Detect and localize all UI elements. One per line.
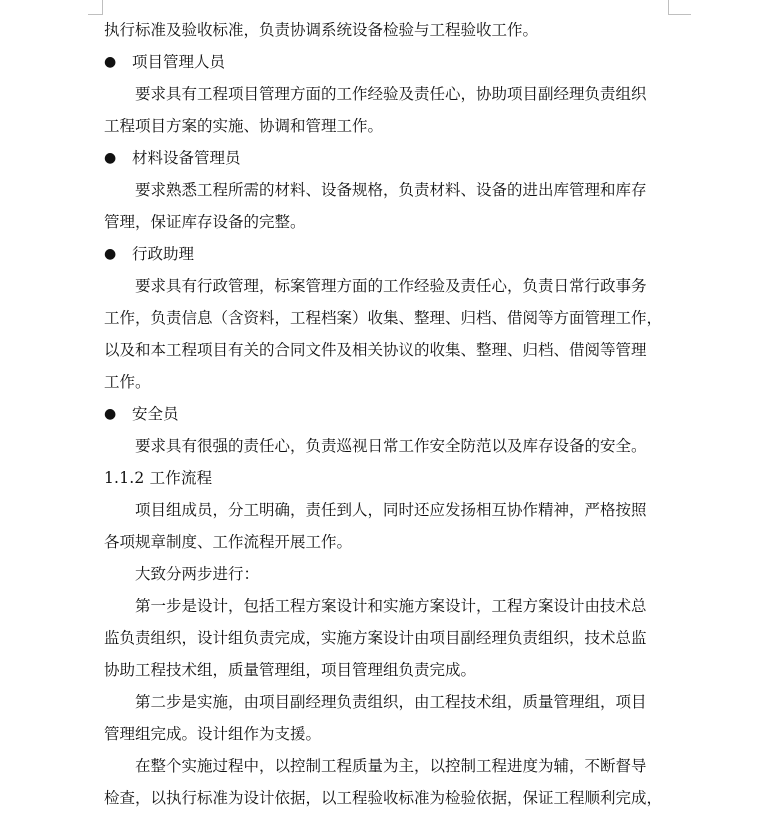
paragraph-line: 工作。: [104, 373, 151, 391]
paragraph-line: 协助工程技术组，质量管理组，项目管理组负责完成。: [104, 661, 477, 679]
paragraph-line: 以及和本工程项目有关的合同文件及相关协议的收集、整理、归档、借阅等管理: [104, 341, 647, 359]
paragraph-line: 工作，负责信息（含资料，工程档案）收集、整理、归档、借阅等方面管理工作，: [104, 309, 663, 327]
bullet-icon: ●: [104, 54, 117, 70]
paragraph-line: 要求具有行政管理，标案管理方面的工作经验及责任心，负责日常行政事务: [135, 277, 647, 295]
document-page: [104, 14, 670, 814]
bullet-icon: ●: [104, 406, 117, 422]
bullet-icon: ●: [104, 246, 117, 262]
bullet-text: 项目管理人员: [132, 53, 226, 71]
paragraph-line: 要求熟悉工程所需的材料、设备规格，负责材料、设备的进出库管理和库存: [135, 181, 647, 199]
paragraph-line: 要求具有工程项目管理方面的工作经验及责任心，协助项目副经理负责组织: [135, 85, 647, 103]
paragraph-line: 大致分两步进行：: [135, 565, 260, 583]
crop-mark-top-right: [668, 0, 691, 15]
paragraph-line: 执行标准及验收标准，负责协调系统设备检验与工程验收工作。: [104, 21, 539, 39]
paragraph-line: 在整个实施过程中，以控制工程质量为主，以控制工程进度为辅，不断督导: [135, 757, 647, 775]
paragraph-line: 管理组完成。设计组作为支援。: [104, 725, 322, 743]
bullet-item: [104, 238, 670, 270]
paragraph-line: 项目组成员，分工明确，责任到人，同时还应发扬相互协作精神，严格按照: [135, 501, 647, 519]
crop-mark-top-left: [88, 0, 103, 15]
paragraph-line: 第二步是实施，由项目副经理负责组织，由工程技术组，质量管理组，项目: [135, 693, 647, 711]
bullet-item: [104, 398, 670, 430]
bullet-icon: ●: [104, 150, 117, 166]
paragraph-line: 要求具有很强的责任心，负责巡视日常工作安全防范以及库存设备的安全。: [135, 437, 647, 455]
bullet-text: 材料设备管理员: [132, 149, 241, 167]
section-heading: 1.1.2 工作流程: [104, 469, 213, 487]
bullet-item: [104, 46, 670, 78]
paragraph-line: 监负责组织，设计组负责完成，实施方案设计由项目副经理负责组织，技术总监: [104, 629, 647, 647]
paragraph-line: 检查，以执行标准为设计依据，以工程验收标准为检验依据，保证工程顺利完成，: [104, 789, 663, 807]
paragraph-line: 第一步是设计，包括工程方案设计和实施方案设计，工程方案设计由技术总: [135, 597, 647, 615]
bullet-text: 安全员: [132, 405, 179, 423]
bullet-item: [104, 142, 670, 174]
paragraph-line: 各项规章制度、工作流程开展工作。: [104, 533, 353, 551]
paragraph-line: 工程项目方案的实施、协调和管理工作。: [104, 117, 384, 135]
paragraph-line: 管理，保证库存设备的完整。: [104, 213, 306, 231]
bullet-text: 行政助理: [132, 245, 195, 263]
